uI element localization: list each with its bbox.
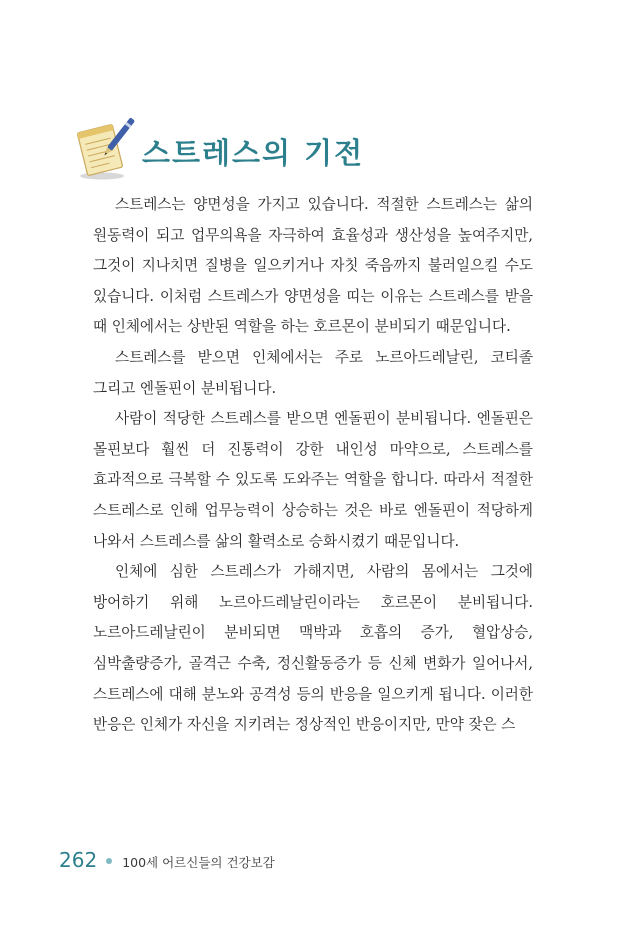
body-text: [93, 190, 533, 741]
paragraph-1: 스트레스는 양면성을 가지고 있습니다. 적절한 스트레스는 삶의 원동력이 되고 업무의욕을 자극하여 효율성과 생산성을 높여주지만, 그것이 지나치면 질병을 일으키거나 자칫 죽음까지 불러일으킬 수도 있습니다. 이처럼 스트레스가 양면성을 띠는 이유는 스트레스를 받을 때 인체에서는 상반된 역할을 하는 호르몬이 분비되기 때문입니다.: [93, 196, 533, 336]
paragraph-4: 인체에 심한 스트레스가 가해지면, 사람의 몸에서는 그것에 방어하기 위해 노르아드레날린이라는 호르몬이 분비됩니다. 노르아드레날린이 분비되면 맥박과 호흡의 증가, 혈압상승, 심박출량증가, 골격근 수축, 정신활동증가 등 신체 변화가 일어나서, 스트레스에 대해 분노와 공격성 등의 반응을 일으키게 됩니다. 이러한 반응은 인체가 자신을 지키려는 정상적인 반응이지만, 만약 잦은 스: [93, 563, 533, 734]
section-header: [74, 112, 364, 182]
page-number: 262: [59, 848, 98, 872]
section-title: 스트레스의 기전: [142, 135, 365, 170]
paragraph-2: 스트레스를 받으면 인체에서는 주로 노르아드레날린, 코티졸 그리고 엔돌핀이 분비됩니다.: [93, 348, 533, 397]
book-title: 100세 어르신들의 건강보감: [122, 855, 275, 870]
paragraph-3: 사람이 적당한 스트레스를 받으면 엔돌핀이 분비됩니다. 엔돌핀은 몰핀보다 훨씬 더 진통력이 강한 내인성 마약으로, 스트레스를 효과적으로 극복할 수 있도록 도와주는 역할을 합니다. 따라서 적절한 스트레스로 인해 업무능력이 상승하는 것은 바로 엔돌핀이 적당하게 나와서 스트레스를 삶의 활력소로 승화시켰기 때문입니다.: [93, 410, 533, 550]
footer-dot-icon: [106, 858, 112, 864]
page-footer: [59, 848, 275, 872]
notepad-pen-icon: [74, 112, 136, 182]
